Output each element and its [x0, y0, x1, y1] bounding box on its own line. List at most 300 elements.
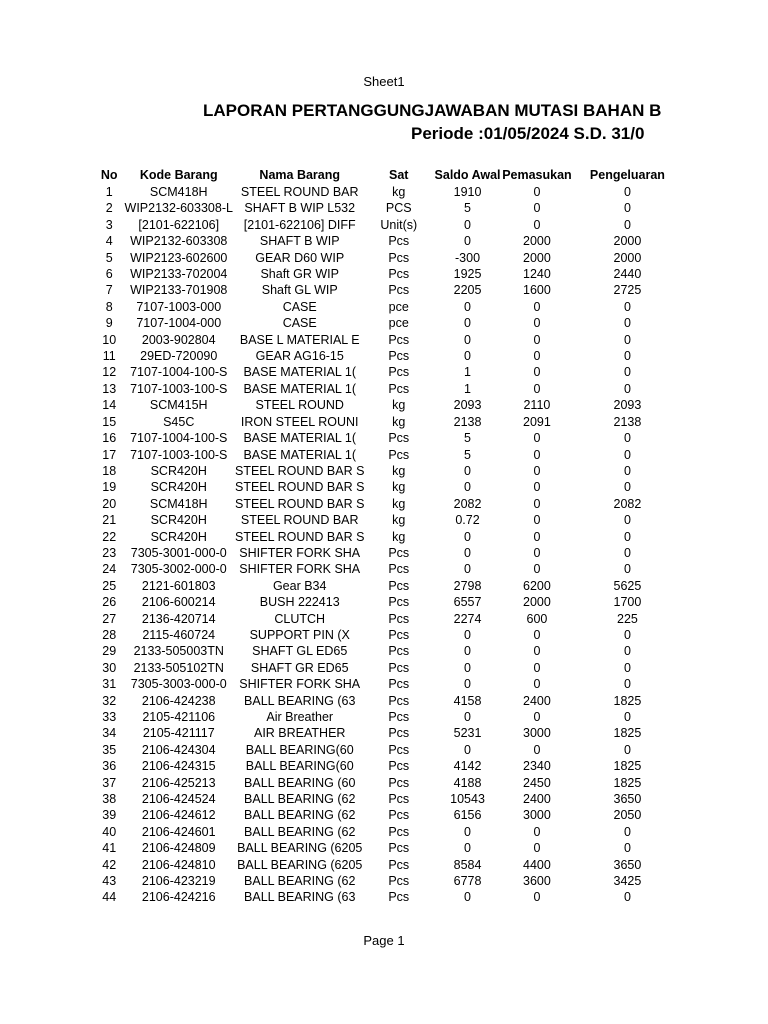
table-row: [96, 889, 683, 905]
cell-pemasukan: 0: [533, 545, 541, 560]
cell-saldo-awal: 0: [464, 299, 471, 314]
cell-kode-barang: 2121-601803: [141, 578, 216, 593]
cell-pemasukan: 0: [533, 365, 541, 380]
table-row: [96, 512, 683, 528]
cell-no: 11: [102, 349, 116, 364]
cell-no: 44: [102, 890, 117, 905]
column-header-kode-barang: Kode Barang: [139, 167, 218, 182]
table-row: [96, 693, 683, 709]
cell-pengeluaran: 0: [623, 349, 631, 364]
cell-no: 41: [102, 841, 117, 856]
cell-pemasukan: 3000: [523, 726, 551, 741]
cell-nama-barang: SHIFTER FORK SHA: [239, 562, 361, 577]
cell-pemasukan: 2400: [523, 792, 551, 807]
table-row: [96, 529, 683, 545]
cell-sat: Pcs: [388, 775, 410, 790]
cell-sat: Pcs: [388, 890, 410, 905]
cell-no: 40: [102, 824, 117, 839]
cell-saldo-awal: 0: [464, 217, 471, 232]
cell-nama-barang: STEEL ROUND BAR: [240, 513, 359, 528]
cell-sat: kg: [392, 463, 406, 478]
cell-pemasukan: 0: [533, 447, 541, 462]
cell-sat: kg: [392, 513, 406, 528]
table-row: [96, 266, 683, 282]
cell-nama-barang: Shaft GR WIP: [260, 267, 339, 282]
cell-kode-barang: 7107-1003-000: [136, 299, 222, 314]
cell-nama-barang: SHAFT GR ED65: [250, 660, 349, 675]
cell-sat: Pcs: [388, 841, 410, 856]
table-row: [96, 561, 683, 577]
cell-pengeluaran: 0: [623, 824, 631, 839]
cell-nama-barang: Shaft GL WIP: [261, 283, 338, 298]
cell-kode-barang: 2136-420714: [141, 611, 216, 626]
cell-sat: Pcs: [388, 365, 410, 380]
cell-pemasukan: 0: [533, 496, 541, 511]
cell-nama-barang: BALL BEARING (63: [244, 890, 356, 905]
cell-pemasukan: 2340: [523, 759, 551, 774]
cell-saldo-awal: 0: [464, 332, 471, 347]
cell-pemasukan: 0: [533, 201, 541, 216]
cell-no: 2: [105, 201, 113, 216]
cell-no: 31: [102, 677, 117, 692]
cell-saldo-awal: 0: [464, 627, 471, 642]
cell-no: 6: [105, 267, 113, 282]
cell-no: 28: [102, 627, 117, 642]
table-row: [96, 332, 683, 348]
cell-nama-barang: SUPPORT PIN (X: [249, 627, 350, 642]
cell-kode-barang: SCR420H: [150, 529, 207, 544]
cell-saldo-awal: 2274: [453, 611, 482, 626]
cell-pengeluaran: 2050: [613, 808, 642, 823]
column-header-sat: Sat: [389, 167, 409, 182]
cell-sat: Pcs: [388, 792, 410, 807]
cell-sat: Pcs: [388, 250, 410, 265]
cell-saldo-awal: 2205: [453, 283, 482, 298]
cell-no: 4: [105, 234, 113, 249]
cell-pemasukan: 0: [533, 431, 541, 446]
cell-no: 38: [102, 792, 117, 807]
cell-nama-barang: BALL BEARING (62: [244, 824, 356, 839]
cell-sat: kg: [392, 414, 406, 429]
cell-pengeluaran: 2725: [613, 283, 642, 298]
cell-nama-barang: BASE MATERIAL 1(: [243, 365, 356, 380]
cell-sat: Pcs: [388, 759, 410, 774]
cell-no: 12: [102, 365, 117, 380]
cell-saldo-awal: 10543: [450, 792, 485, 807]
cell-saldo-awal: 4142: [453, 759, 482, 774]
cell-saldo-awal: 0: [464, 545, 471, 560]
cell-pengeluaran: 0: [623, 513, 631, 528]
cell-sat: PCS: [385, 201, 412, 216]
cell-pengeluaran: 0: [623, 529, 631, 544]
cell-pengeluaran: 0: [623, 841, 631, 856]
cell-pengeluaran: 3650: [613, 792, 642, 807]
table-row: [96, 479, 683, 495]
cell-no: 1: [105, 185, 113, 199]
table-row: [96, 397, 683, 413]
cell-saldo-awal: 0: [464, 349, 471, 364]
cell-pengeluaran: 0: [623, 217, 631, 232]
cell-kode-barang: SCR420H: [150, 480, 207, 495]
table-row: [96, 775, 683, 791]
cell-pemasukan: 0: [533, 185, 541, 199]
cell-saldo-awal: 6156: [453, 808, 482, 823]
cell-saldo-awal: 5: [464, 447, 471, 462]
cell-pengeluaran: 0: [623, 562, 631, 577]
cell-nama-barang: BASE MATERIAL 1(: [243, 431, 356, 446]
cell-no: 27: [102, 611, 117, 626]
cell-nama-barang: BALL BEARING (62: [244, 792, 356, 807]
table-row: [96, 233, 683, 249]
cell-pemasukan: 0: [533, 332, 541, 347]
cell-sat: Pcs: [388, 332, 410, 347]
table-row: [96, 315, 683, 331]
cell-kode-barang: 2106-424216: [141, 890, 216, 905]
cell-sat: Pcs: [388, 627, 410, 642]
cell-sat: kg: [392, 398, 406, 413]
table-row: [96, 348, 683, 364]
cell-no: 25: [102, 578, 117, 593]
cell-no: 34: [102, 726, 117, 741]
cell-pengeluaran: 0: [623, 316, 631, 331]
cell-no: 21: [102, 513, 117, 528]
cell-no: 16: [102, 431, 117, 446]
cell-pengeluaran: 0: [623, 660, 631, 675]
table-row: [96, 840, 683, 856]
cell-no: 24: [102, 562, 117, 577]
cell-saldo-awal: 1: [464, 381, 471, 396]
cell-kode-barang: 2106-424238: [141, 693, 216, 708]
cell-kode-barang: 2106-423219: [141, 874, 216, 889]
cell-sat: Pcs: [388, 808, 410, 823]
cell-pengeluaran: 0: [623, 480, 631, 495]
column-header-pengeluaran: Pengeluaran: [589, 167, 665, 182]
cell-pengeluaran: 5625: [613, 578, 642, 593]
cell-kode-barang: WIP2133-701908: [130, 283, 228, 298]
cell-kode-barang: 7305-3001-000-0: [130, 545, 227, 560]
cell-saldo-awal: 6778: [453, 874, 482, 889]
column-header-saldo-awal: Saldo Awal: [434, 167, 501, 182]
table-row: [96, 709, 683, 725]
table-row: [96, 791, 683, 807]
table-row: [96, 184, 683, 200]
cell-kode-barang: S45C: [163, 414, 195, 429]
cell-pengeluaran: 0: [623, 447, 631, 462]
cell-kode-barang: [2101-622106]: [138, 217, 220, 232]
cell-kode-barang: 2106-424524: [141, 792, 216, 807]
cell-saldo-awal: 1: [464, 365, 471, 380]
table-row: [96, 381, 683, 397]
cell-no: 22: [102, 529, 117, 544]
cell-pengeluaran: 0: [623, 677, 631, 692]
table-row: [96, 594, 683, 610]
cell-nama-barang: BALL BEARING(60: [245, 742, 354, 757]
cell-nama-barang: BASE L MATERIAL E: [239, 332, 360, 347]
cell-kode-barang: 2106-424601: [141, 824, 216, 839]
cell-pengeluaran: 0: [623, 431, 631, 446]
cell-sat: Pcs: [388, 611, 410, 626]
table-row: [96, 364, 683, 380]
cell-saldo-awal: 1925: [453, 267, 482, 282]
cell-no: 43: [102, 874, 117, 889]
cell-sat: Pcs: [388, 545, 410, 560]
cell-kode-barang: 2106-424810: [141, 857, 216, 872]
table-row: [96, 758, 683, 774]
cell-nama-barang: STEEL ROUND: [255, 398, 344, 413]
cell-sat: Pcs: [388, 660, 410, 675]
cell-sat: Pcs: [388, 447, 410, 462]
cell-no: 36: [102, 759, 117, 774]
cell-pengeluaran: 1825: [613, 693, 642, 708]
column-header-no: No: [100, 167, 118, 182]
table-row: [96, 824, 683, 840]
cell-no: 32: [102, 693, 117, 708]
cell-pemasukan: 600: [526, 611, 548, 626]
cell-pengeluaran: 1825: [613, 726, 642, 741]
cell-saldo-awal: 8584: [453, 857, 482, 872]
cell-nama-barang: STEEL ROUND BAR: [240, 185, 359, 199]
cell-pemasukan: 4400: [523, 857, 551, 872]
cell-saldo-awal: 5231: [453, 726, 482, 741]
cell-kode-barang: 2106-424315: [141, 759, 216, 774]
cell-kode-barang: WIP2123-602600: [130, 250, 228, 265]
table-row: [96, 578, 683, 594]
cell-saldo-awal: 0: [464, 463, 471, 478]
cell-pemasukan: 0: [533, 890, 541, 905]
cell-pemasukan: 0: [533, 463, 541, 478]
cell-kode-barang: WIP2133-702004: [130, 267, 228, 282]
cell-nama-barang: BASE MATERIAL 1(: [243, 381, 356, 396]
cell-pemasukan: 0: [533, 562, 541, 577]
cell-kode-barang: SCM415H: [149, 398, 208, 413]
table-row: [96, 807, 683, 823]
cell-no: 29: [102, 644, 117, 659]
cell-saldo-awal: 0: [464, 234, 471, 249]
cell-nama-barang: BALL BEARING (60: [244, 775, 356, 790]
cell-pemasukan: 1600: [523, 283, 551, 298]
cell-nama-barang: BALL BEARING (6205: [237, 857, 363, 872]
cell-no: 8: [105, 299, 113, 314]
cell-kode-barang: 29ED-720090: [140, 349, 218, 364]
cell-nama-barang: BALL BEARING (62: [244, 808, 356, 823]
cell-no: 10: [102, 332, 117, 347]
cell-pengeluaran: 0: [623, 381, 631, 396]
cell-saldo-awal: 0: [464, 677, 471, 692]
cell-saldo-awal: 4188: [453, 775, 482, 790]
cell-saldo-awal: 2138: [453, 414, 482, 429]
cell-pengeluaran: 0: [623, 644, 631, 659]
cell-pemasukan: 0: [533, 677, 541, 692]
cell-kode-barang: 2133-505102TN: [133, 660, 224, 675]
cell-no: 3: [105, 217, 113, 232]
cell-pemasukan: 0: [533, 480, 541, 495]
cell-sat: Pcs: [388, 644, 410, 659]
cell-kode-barang: 7107-1004-100-S: [130, 365, 228, 380]
cell-pengeluaran: 0: [623, 627, 631, 642]
cell-nama-barang: CASE: [282, 316, 317, 331]
cell-sat: Pcs: [388, 349, 410, 364]
cell-saldo-awal: 0: [464, 841, 471, 856]
cell-kode-barang: 7305-3002-000-0: [130, 562, 227, 577]
cell-kode-barang: 7107-1003-100-S: [130, 447, 228, 462]
cell-pengeluaran: 2138: [613, 414, 642, 429]
cell-pemasukan: 1240: [523, 267, 551, 282]
cell-no: 20: [102, 496, 117, 511]
cell-no: 9: [105, 316, 113, 331]
cell-kode-barang: 2003-902804: [141, 332, 216, 347]
cell-no: 19: [102, 480, 117, 495]
cell-pemasukan: 0: [533, 644, 541, 659]
cell-saldo-awal: 1910: [453, 185, 482, 199]
cell-nama-barang: BUSH 222413: [259, 595, 340, 610]
page-number: Page 1: [363, 933, 405, 948]
cell-saldo-awal: 0: [464, 480, 471, 495]
cell-no: 37: [102, 775, 117, 790]
cell-sat: kg: [392, 480, 406, 495]
cell-no: 5: [105, 250, 113, 265]
cell-nama-barang: SHAFT GL ED65: [252, 644, 348, 659]
cell-saldo-awal: 0: [464, 316, 471, 331]
cell-saldo-awal: 0: [464, 644, 471, 659]
cell-pemasukan: 2000: [523, 595, 551, 610]
cell-saldo-awal: 0: [464, 710, 471, 724]
cell-sat: Pcs: [388, 677, 410, 692]
cell-sat: Pcs: [388, 267, 410, 282]
report-title: LAPORAN PERTANGGUNGJAWABAN MUTASI BAHAN B: [203, 101, 662, 120]
cell-no: 15: [102, 414, 117, 429]
cell-pengeluaran: 2082: [613, 496, 642, 511]
cell-pengeluaran: 0: [623, 332, 631, 347]
cell-pemasukan: 3000: [523, 808, 551, 823]
table-row: [96, 217, 683, 233]
cell-sat: Pcs: [388, 824, 410, 839]
cell-nama-barang: STEEL ROUND BAR S: [235, 529, 365, 544]
cell-pemasukan: 0: [533, 529, 541, 544]
cell-kode-barang: 2106-424809: [141, 841, 216, 856]
cell-kode-barang: 7107-1004-000: [136, 316, 222, 331]
cell-no: 14: [102, 398, 117, 413]
cell-pengeluaran: 2000: [613, 234, 642, 249]
report-period: Periode :01/05/2024 S.D. 31/0: [411, 124, 645, 143]
cell-sat: pce: [388, 316, 409, 331]
cell-sat: Pcs: [388, 431, 410, 446]
cell-kode-barang: 2106-424612: [141, 808, 216, 823]
table-row: [96, 463, 683, 479]
cell-pengeluaran: 0: [623, 545, 631, 560]
cell-nama-barang: STEEL ROUND BAR S: [235, 480, 365, 495]
column-header-nama-barang: Nama Barang: [259, 167, 341, 182]
cell-nama-barang: BALL BEARING (6205: [237, 841, 363, 856]
cell-no: 30: [102, 660, 117, 675]
table-row: [96, 282, 683, 298]
cell-saldo-awal: 0: [464, 529, 471, 544]
cell-saldo-awal: -300: [455, 250, 481, 265]
cell-pengeluaran: 0: [623, 365, 631, 380]
cell-kode-barang: SCM418H: [149, 185, 208, 199]
cell-nama-barang: SHAFT B WIP L532: [244, 201, 356, 216]
cell-nama-barang: BALL BEARING (63: [244, 693, 356, 708]
cell-saldo-awal: 2082: [453, 496, 482, 511]
cell-no: 18: [102, 463, 117, 478]
cell-saldo-awal: 4158: [453, 693, 482, 708]
cell-nama-barang: SHIFTER FORK SHA: [239, 677, 361, 692]
table-row: [96, 676, 683, 692]
cell-pengeluaran: 3425: [613, 874, 642, 889]
table-row: [96, 660, 683, 676]
cell-pengeluaran: 3650: [613, 857, 642, 872]
cell-saldo-awal: 0: [464, 562, 471, 577]
cell-no: 35: [102, 742, 117, 757]
table-row: [96, 873, 683, 889]
cell-pemasukan: 0: [533, 660, 541, 675]
cell-nama-barang: [2101-622106] DIFF: [243, 217, 356, 232]
cell-kode-barang: 7305-3003-000-0: [130, 677, 227, 692]
cell-sat: Pcs: [388, 874, 410, 889]
cell-pemasukan: 2000: [523, 234, 551, 249]
cell-saldo-awal: 0.72: [455, 513, 480, 528]
cell-pengeluaran: 2000: [613, 250, 642, 265]
cell-kode-barang: WIP2132-603308: [130, 234, 228, 249]
table-header-row: [96, 166, 683, 184]
cell-pemasukan: 0: [533, 299, 541, 314]
cell-pengeluaran: 1825: [613, 775, 642, 790]
table-row: [96, 742, 683, 758]
cell-saldo-awal: 2798: [453, 578, 482, 593]
cell-nama-barang: IRON STEEL ROUNI: [240, 414, 359, 429]
table-row: [96, 643, 683, 659]
cell-kode-barang: 2133-505003TN: [133, 644, 224, 659]
cell-saldo-awal: 0: [464, 742, 471, 757]
table-row: [96, 725, 683, 741]
cell-pengeluaran: 0: [623, 890, 631, 905]
table-row: [96, 250, 683, 266]
cell-pemasukan: 2450: [523, 775, 551, 790]
cell-no: 17: [102, 447, 117, 462]
table-row: [96, 545, 683, 561]
cell-pengeluaran: 1700: [613, 595, 642, 610]
cell-sat: kg: [392, 185, 406, 199]
table-row: [96, 430, 683, 446]
table-row: [96, 627, 683, 643]
cell-pemasukan: 0: [533, 349, 541, 364]
cell-no: 26: [102, 595, 117, 610]
cell-nama-barang: BALL BEARING(60: [245, 759, 354, 774]
cell-sat: Pcs: [388, 710, 410, 724]
cell-pemasukan: 0: [533, 381, 541, 396]
cell-pemasukan: 2091: [523, 414, 551, 429]
cell-nama-barang: BASE MATERIAL 1(: [243, 447, 356, 462]
cell-no: 23: [102, 545, 117, 560]
cell-nama-barang: GEAR D60 WIP: [255, 250, 345, 265]
cell-kode-barang: 7107-1004-100-S: [130, 431, 228, 446]
cell-saldo-awal: 0: [464, 824, 471, 839]
cell-nama-barang: SHAFT B WIP: [259, 234, 340, 249]
cell-pengeluaran: 0: [623, 463, 631, 478]
cell-pemasukan: 0: [533, 710, 541, 724]
cell-kode-barang: WIP2132-603308-L: [124, 201, 233, 216]
table-row: [96, 611, 683, 627]
cell-sat: Pcs: [388, 742, 410, 757]
cell-sat: Unit(s): [380, 217, 418, 232]
cell-saldo-awal: 5: [464, 201, 471, 216]
cell-kode-barang: 7107-1003-100-S: [130, 381, 228, 396]
cell-kode-barang: 2105-421117: [142, 726, 215, 741]
cell-saldo-awal: 5: [464, 431, 471, 446]
cell-kode-barang: 2106-424304: [141, 742, 216, 757]
cell-pengeluaran: 0: [623, 299, 631, 314]
cell-sat: Pcs: [388, 857, 410, 872]
mutation-table: [96, 166, 683, 906]
